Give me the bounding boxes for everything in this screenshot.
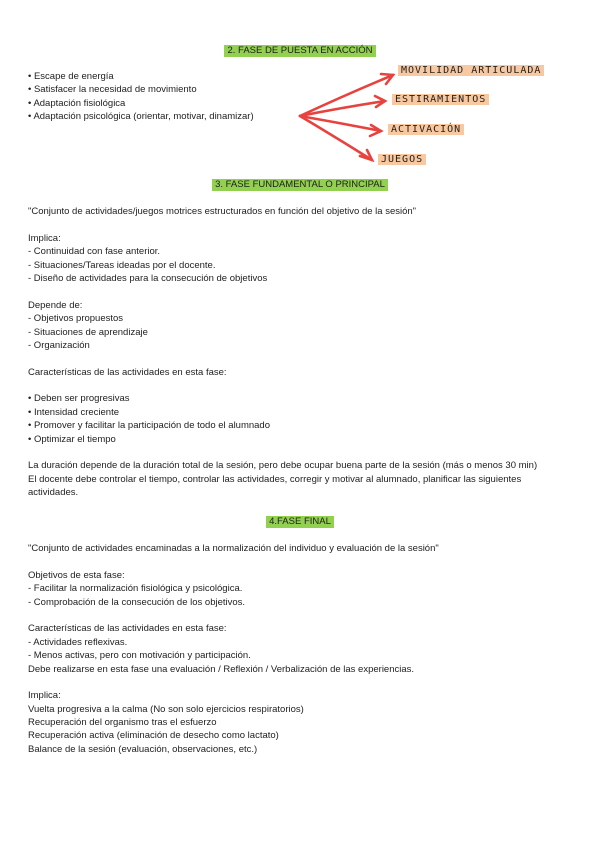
section-4-implica-title: Implica: — [28, 690, 61, 702]
list-item: - Menos activas, pero con motivación y participación. — [28, 650, 251, 662]
list-item: - Situaciones de aprendizaje — [28, 326, 148, 338]
list-item: • Adaptación fisiológica — [28, 97, 126, 109]
list-item: • Escape de energía — [28, 71, 114, 82]
list-item: - Objetivos propuestos — [28, 313, 124, 325]
section-3-definition: "Conjunto de actividades/juegos motrices estructurados en función del objetivo de la sesión" — [28, 206, 417, 217]
list-item: - Continuidad con fase anterior. — [28, 246, 161, 258]
section-3-implica-title: Implica: — [28, 232, 61, 244]
list-item: • Intensidad creciente — [28, 406, 119, 418]
section-3-heading-row — [0, 179, 600, 191]
section-3-depende-title: Depende de: — [28, 299, 83, 311]
annotation-juegos: JUEGOS — [378, 154, 426, 165]
annotation-estiramientos: ESTIRAMIENTOS — [392, 94, 489, 105]
list-item: - Actividades reflexivas. — [28, 636, 128, 648]
list-item: - Organización — [28, 339, 90, 351]
list-item: Recuperación activa (eliminación de desecho como lactato) — [28, 730, 279, 742]
section-4-body — [28, 542, 573, 756]
section-4-objetivos-title: Objetivos de esta fase: — [28, 569, 125, 581]
list-item: - Diseño de actividades para la consecución de objetivos — [28, 272, 268, 284]
list-item: Balance de la sesión (evaluación, observaciones, etc.) — [28, 743, 258, 755]
annotation-movilidad: MOVILIDAD ARTICULADA — [398, 65, 544, 76]
section-4-heading: 4.FASE FINAL — [266, 516, 334, 528]
list-item: • Promover y facilitar la participación de todo el alumnado — [28, 420, 271, 432]
list-item: - Situaciones/Tareas ideadas por el docente. — [28, 259, 216, 271]
section-3-caracteristicas-title: Características de las actividades en esta fase: — [28, 366, 227, 378]
section-3-body — [28, 205, 573, 500]
list-item: - Facilitar la normalización fisiológica y psicológica. — [28, 583, 243, 595]
list-item: Debe realizarse en esta fase una evaluación / Reflexión / Verbalización de las experiencias. — [28, 663, 415, 675]
section-4-heading-row — [0, 516, 600, 528]
annotation-activacion: ACTIVACIÓN — [388, 124, 464, 135]
section-3-docente: El docente debe controlar el tiempo, controlar las actividades, corregir y motivar al alumnado, planificar las siguientes actividades. — [28, 473, 522, 499]
list-item: • Optimizar el tiempo — [28, 433, 116, 445]
section-4-definition: "Conjunto de actividades encaminadas a la normalización del individuo y evaluación de la sesión" — [28, 543, 439, 554]
list-item: Vuelta progresiva a la calma (No son solo ejercicios respiratorios) — [28, 703, 304, 715]
list-item: - Comprobación de la consecución de los objetivos. — [28, 596, 246, 608]
list-item: • Deben ser progresivas — [28, 393, 130, 405]
section-2-bullets — [28, 70, 573, 124]
section-3-duracion: La duración depende de la duración total de la sesión, pero debe ocupar buena parte de la sesión (más o menos 30 min) — [28, 460, 538, 472]
section-3-heading: 3. FASE FUNDAMENTAL O PRINCIPAL — [212, 179, 388, 191]
list-item: Recuperación del organismo tras el esfuerzo — [28, 717, 217, 729]
list-item: • Satisfacer la necesidad de movimiento — [28, 84, 197, 96]
section-2-heading-row — [0, 45, 600, 57]
section-2-heading: 2. FASE DE PUESTA EN ACCIÓN — [224, 45, 375, 57]
section-4-caracteristicas-title: Características de las actividades en esta fase: — [28, 623, 227, 635]
list-item: • Adaptación psicológica (orientar, motivar, dinamizar) — [28, 111, 254, 123]
